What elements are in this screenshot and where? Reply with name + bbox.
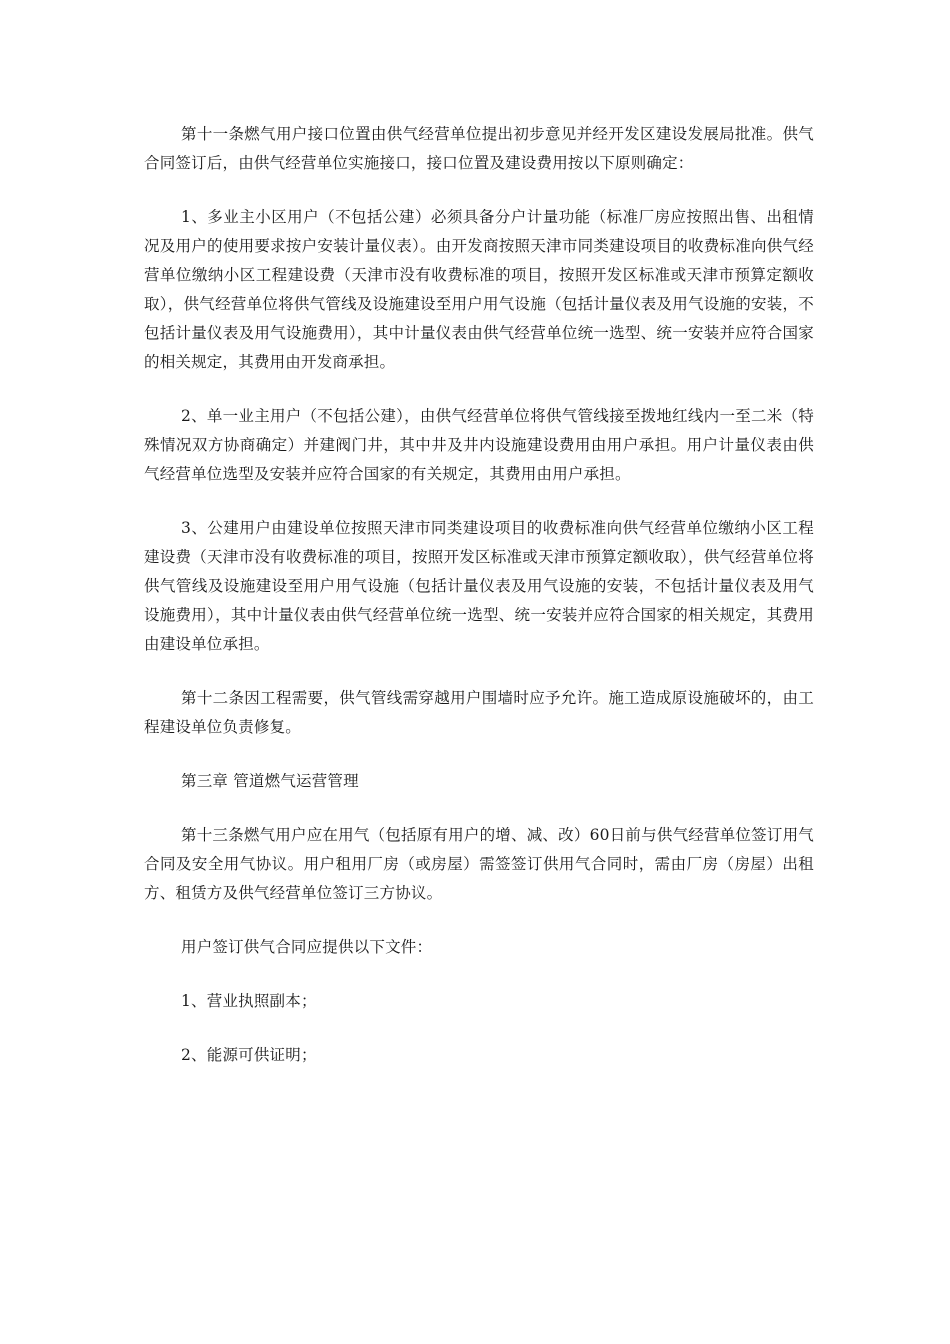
paragraph-article-11: 第十一条燃气用户接口位置由供气经营单位提出初步意见并经开发区建设发展局批准。供气合同签订后，由供气经营单位实施接口，接口位置及建设费用按以下原则确定： xyxy=(144,125,814,172)
document-body xyxy=(144,120,814,1070)
paragraph-article-12: 第十二条因工程需要，供气管线需穿越用户围墙时应予允许。施工造成原设施破坏的，由工程建设单位负责修复。 xyxy=(144,689,814,736)
paragraph-item-2-single-owner: 2、单一业主用户（不包括公建），由供气经营单位将供气管线接至拨地红线内一至二米（特殊情况双方协商确定）并建阀门井，其中井及井内设施建设费用由用户承担。用户计量仪表由供气经营单位选型及安装并应符合国家的有关规定，其费用由用户承担。 xyxy=(144,407,814,483)
chapter-heading: 第三章 管道燃气运营管理 xyxy=(181,772,359,790)
paragraph-item-3-public-building: 3、公建用户由建设单位按照天津市同类建设项目的收费标准向供气经营单位缴纳小区工程建设费（天津市没有收费标准的项目，按照开发区标准或天津市预算定额收取），供气经营单位将供气管线及设施建设至用户用气设施（包括计量仪表及用气设施的安装，不包括计量仪表及用气设施费用），其中计量仪表由供气经营单位统一选型、统一安装并应符合国家的相关规定，其费用由建设单位承担。 xyxy=(144,519,814,653)
list-item-business-license: 1、营业执照副本； xyxy=(181,992,317,1010)
paragraph-documents-intro: 用户签订供气合同应提供以下文件： xyxy=(181,938,433,956)
paragraph-article-13: 第十三条燃气用户应在用气（包括原有用户的增、减、改）60日前与供气经营单位签订用气合同及安全用气协议。用户租用厂房（或房屋）需签签订供用气合同时，需由厂房（房屋）出租方、租赁方及供气经营单位签订三方协议。 xyxy=(144,826,814,902)
paragraph-item-1-multi-owner: 1、多业主小区用户（不包括公建）必须具备分户计量功能（标准厂房应按照出售、出租情况及用户的使用要求按户安装计量仪表）。由开发商按照天津市同类建设项目的收费标准向供气经营单位缴纳小区工程建设费（天津市没有收费标准的项目，按照开发区标准或天津市预算定额收取），供气经营单位将供气管线及设施建设至用户用气设施（包括计量仪表及用气设施的安装，不包括计量仪表及用气设施费用），其中计量仪表由供气经营单位统一选型、统一安装并应符合国家的相关规定，其费用由开发商承担。 xyxy=(144,208,814,371)
list-item-energy-supply-proof: 2、能源可供证明； xyxy=(181,1046,317,1064)
